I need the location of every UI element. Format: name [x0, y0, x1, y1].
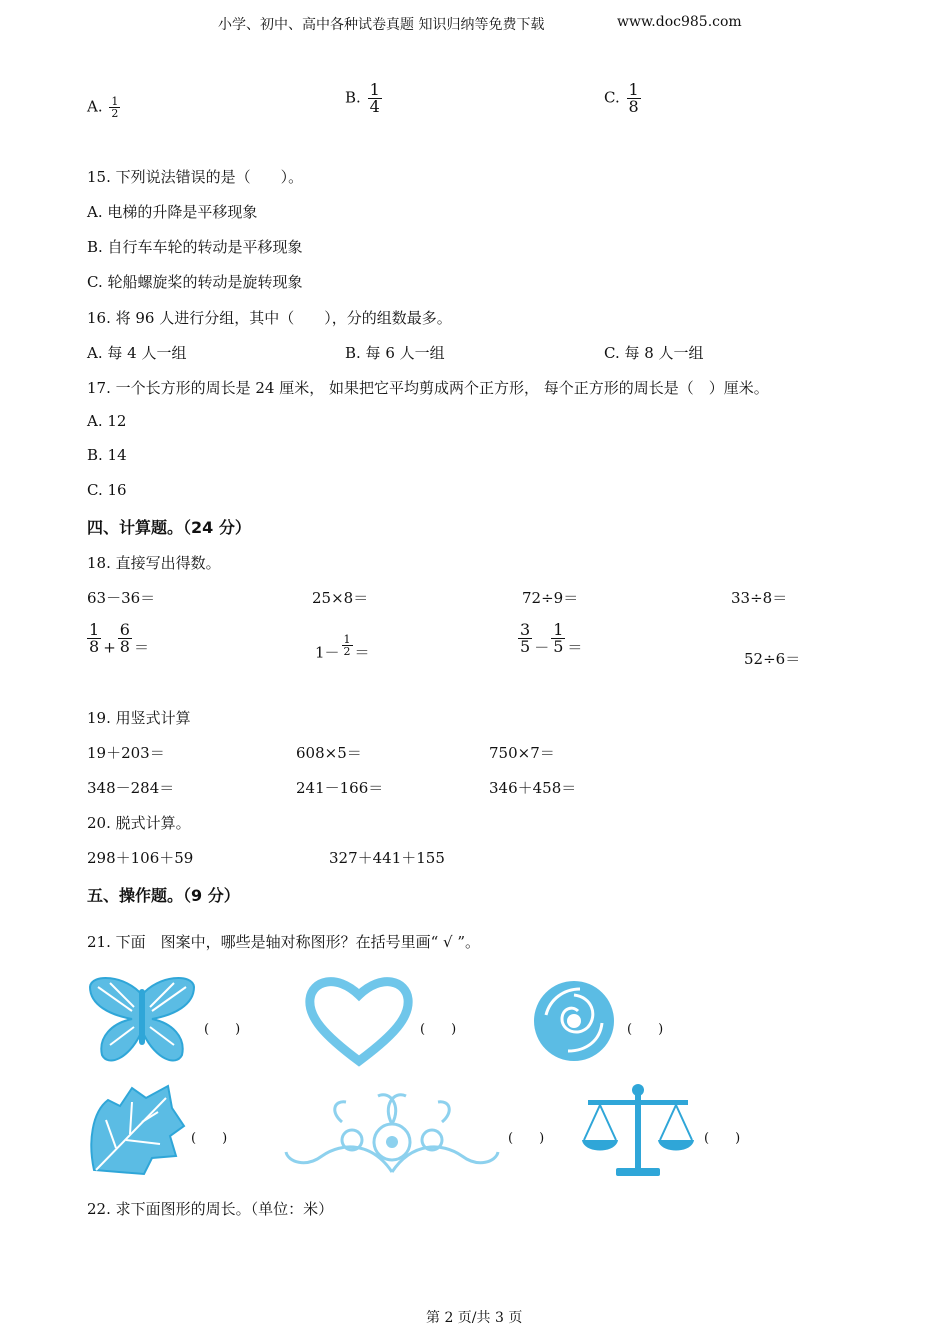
q18-item: 72÷9＝	[522, 589, 579, 607]
q18-fraction-expr-1: $\frac{1}{8}$ + $\frac{6}{8}$ ＝	[89, 620, 149, 657]
q18-item: 33÷8＝	[731, 589, 788, 607]
page-footer: 第 2 页/共 3 页	[426, 1310, 523, 1326]
q18-fraction-expr-2: 1－ $\frac{1}{2}$ ＝	[315, 633, 370, 662]
q17-option-b[interactable]: B. 14	[87, 446, 127, 464]
q18-stem: 18. 直接写出得数。	[87, 554, 221, 572]
q19-item: 241－166＝	[296, 779, 384, 797]
heart-icon	[304, 975, 414, 1067]
q16-option-a[interactable]: A. 每 4 人一组	[87, 344, 187, 362]
fraction: $\frac{1}{4}$	[369, 80, 380, 116]
q20-item: 298＋106＋59	[87, 849, 194, 867]
q16-stem: 16. 将 96 人进行分组，其中（ ），分的组数最多。	[87, 309, 452, 327]
q20-item: 327＋441＋155	[329, 849, 445, 867]
section-heading-operation: 五、操作题。（9 分）	[87, 886, 240, 905]
q19-item: 750×7＝	[489, 744, 555, 762]
q20-stem: 20. 脱式计算。	[87, 814, 191, 832]
q15-option-c[interactable]: C. 轮船螺旋桨的转动是旋转现象	[87, 273, 303, 291]
q14-option-c[interactable]: C. $\frac{1}{8}$	[604, 80, 639, 116]
section-heading-calculation: 四、计算题。（24 分）	[87, 518, 251, 537]
q19-item: 348－284＝	[87, 779, 175, 797]
q19-stem: 19. 用竖式计算	[87, 709, 191, 727]
q21-answer-blank[interactable]: ( )	[420, 1022, 457, 1037]
q15-stem: 15. 下列说法错误的是（ ）。	[87, 168, 304, 186]
q14-option-b[interactable]: B. $\frac{1}{4}$	[345, 80, 380, 116]
header-url[interactable]: www.doc985.com	[617, 14, 742, 30]
q15-option-b[interactable]: B. 自行车车轮的转动是平移现象	[87, 238, 303, 256]
q19-item: 19＋203＝	[87, 744, 165, 762]
scale-icon	[580, 1082, 696, 1178]
q21-answer-blank[interactable]: ( )	[508, 1131, 545, 1146]
q19-item: 346＋458＝	[489, 779, 577, 797]
ornament-icon	[282, 1082, 502, 1178]
butterfly-icon	[86, 975, 198, 1067]
q18-fraction-expr-3: $\frac{3}{5}$ － $\frac{1}{5}$ ＝	[520, 620, 583, 657]
header-text: 小学、初中、高中各种试卷真题 知识归纳等免费下载	[218, 17, 545, 33]
q21-answer-blank[interactable]: ( )	[191, 1131, 228, 1146]
rose-icon	[528, 975, 620, 1067]
q19-item: 608×5＝	[296, 744, 362, 762]
q21-answer-blank[interactable]: ( )	[204, 1022, 241, 1037]
q17-stem: 17. 一个长方形的周长是 24 厘米， 如果把它平均剪成两个正方形， 每个正方形的周长是（ ）厘米。	[87, 379, 769, 397]
q18-item: 25×8＝	[312, 589, 369, 607]
q17-option-c[interactable]: C. 16	[87, 481, 127, 499]
q16-option-c[interactable]: C. 每 8 人一组	[604, 344, 704, 362]
q14-option-a[interactable]: A. $\frac{1}{2}$	[87, 95, 119, 120]
q18-item: 63－36＝	[87, 589, 156, 607]
q21-stem: 21. 下面 图案中，哪些是轴对称图形？在括号里画“ √ ”。	[87, 933, 481, 951]
q16-option-b[interactable]: B. 每 6 人一组	[345, 344, 445, 362]
fraction: $\frac{1}{8}$	[628, 80, 639, 116]
leaf-icon	[86, 1082, 186, 1178]
q21-answer-blank[interactable]: ( )	[627, 1022, 664, 1037]
q18-item: 52÷6＝	[744, 650, 801, 668]
q17-option-a[interactable]: A. 12	[87, 412, 127, 430]
q22-stem: 22. 求下面图形的周长。（单位：米）	[87, 1200, 334, 1218]
q15-option-a[interactable]: A. 电梯的升降是平移现象	[87, 203, 258, 221]
q21-answer-blank[interactable]: ( )	[704, 1131, 741, 1146]
fraction: $\frac{1}{2}$	[111, 95, 119, 120]
